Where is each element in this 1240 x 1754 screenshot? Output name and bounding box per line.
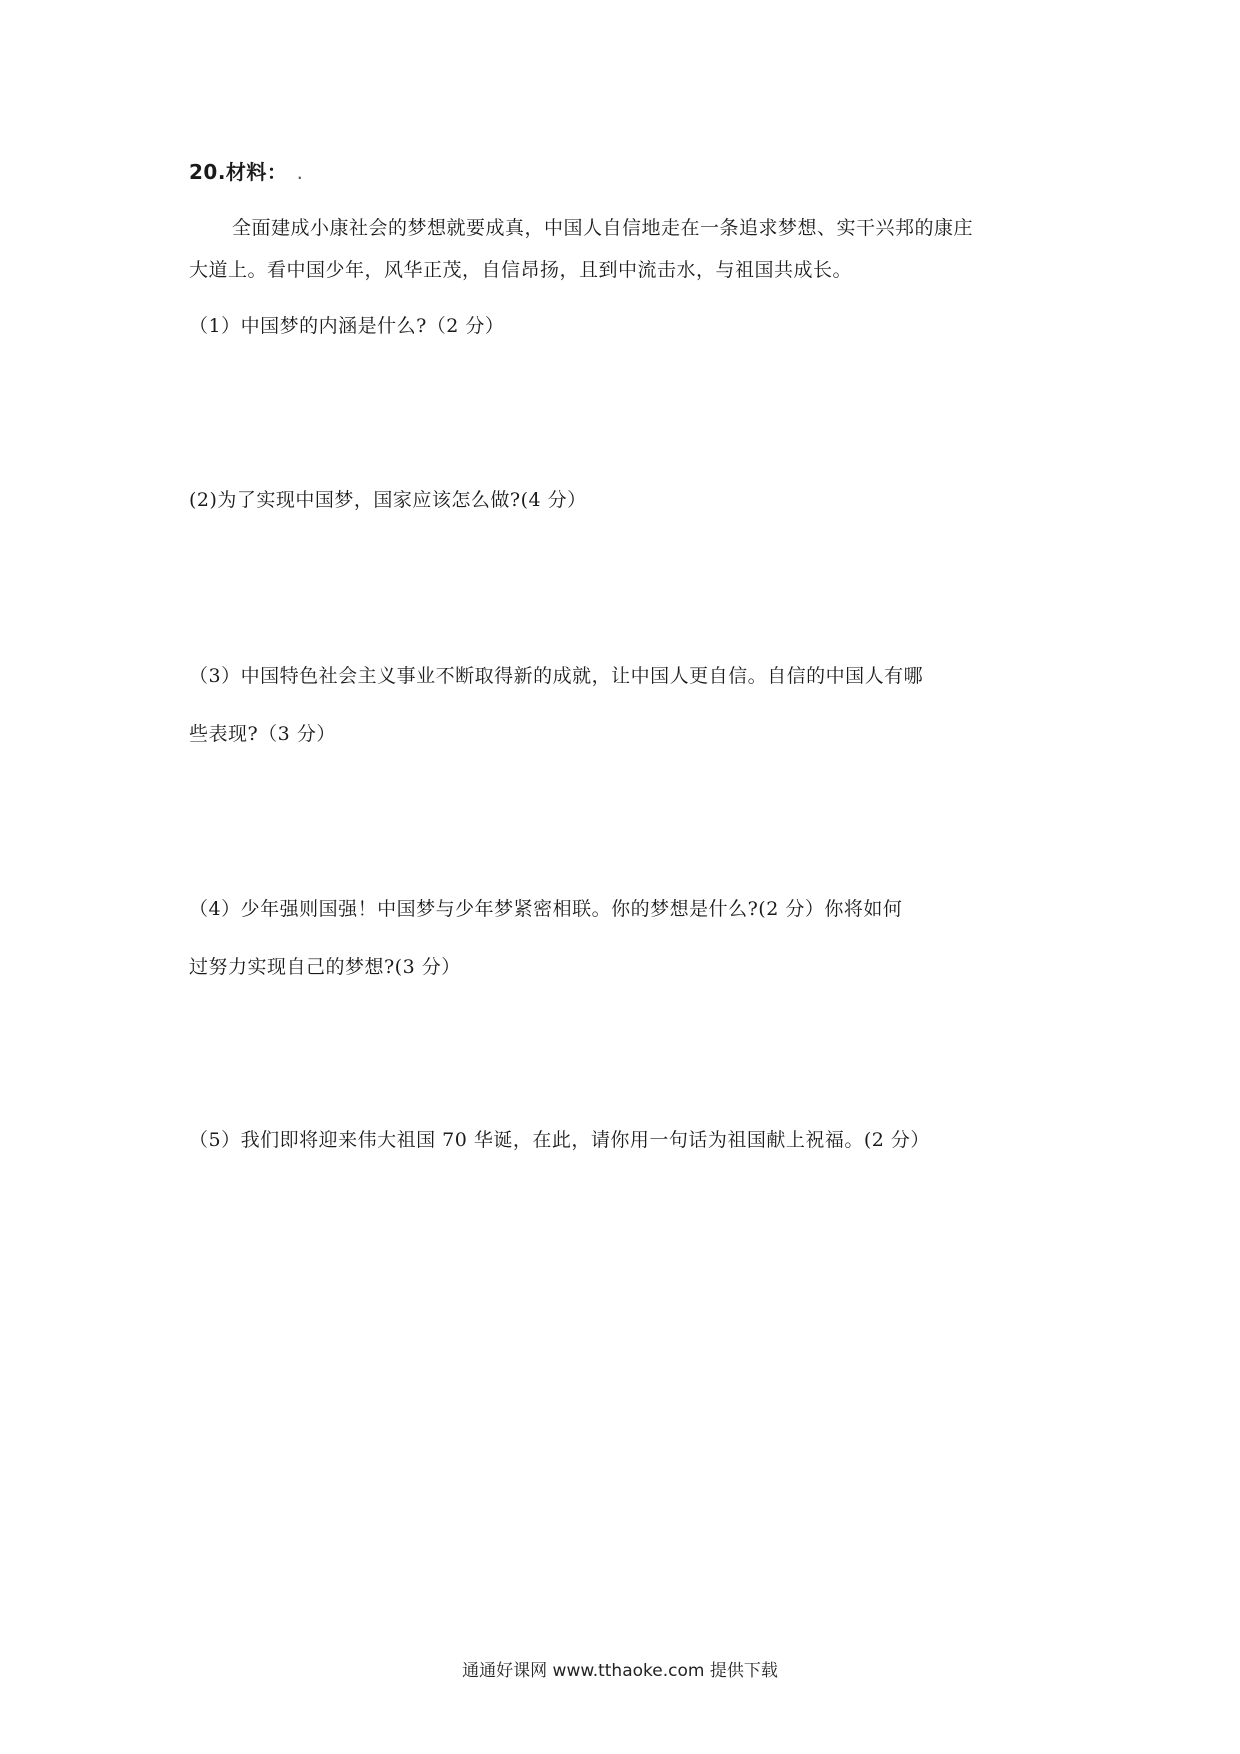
title-mark: . xyxy=(297,168,303,182)
footer-source: 通通好课网 www.tthaoke.com 提供下载 xyxy=(462,1661,778,1681)
subquestion-3-line-2: 些表现?（3 分） xyxy=(189,723,336,745)
subquestion-4-line-2: 过努力实现自己的梦想?(3 分） xyxy=(189,956,461,978)
subquestion-3-line-1: （3）中国特色社会主义事业不断取得新的成就，让中国人更自信。自信的中国人有哪 xyxy=(189,665,924,687)
subquestion-2: (2)为了实现中国梦，国家应该怎么做?(4 分） xyxy=(189,489,587,511)
material-line-1: 全面建成小康社会的梦想就要成真，中国人自信地走在一条追求梦想、实干兴邦的康庄 xyxy=(232,217,974,239)
question-title xyxy=(189,160,303,187)
subquestion-1: （1）中国梦的内涵是什么?（2 分） xyxy=(189,315,505,337)
subquestion-4-line-1: （4）少年强则国强！中国梦与少年梦紧密相联。你的梦想是什么?(2 分）你将如何 xyxy=(189,898,903,920)
question-title-text: 20.材料： xyxy=(189,160,288,184)
material-line-2: 大道上。看中国少年，风华正茂，自信昂扬，且到中流击水，与祖国共成长。 xyxy=(189,259,853,281)
subquestion-5: （5）我们即将迎来伟大祖国 70 华诞，在此，请你用一句话为祖国献上祝福。(2 分） xyxy=(189,1129,930,1151)
